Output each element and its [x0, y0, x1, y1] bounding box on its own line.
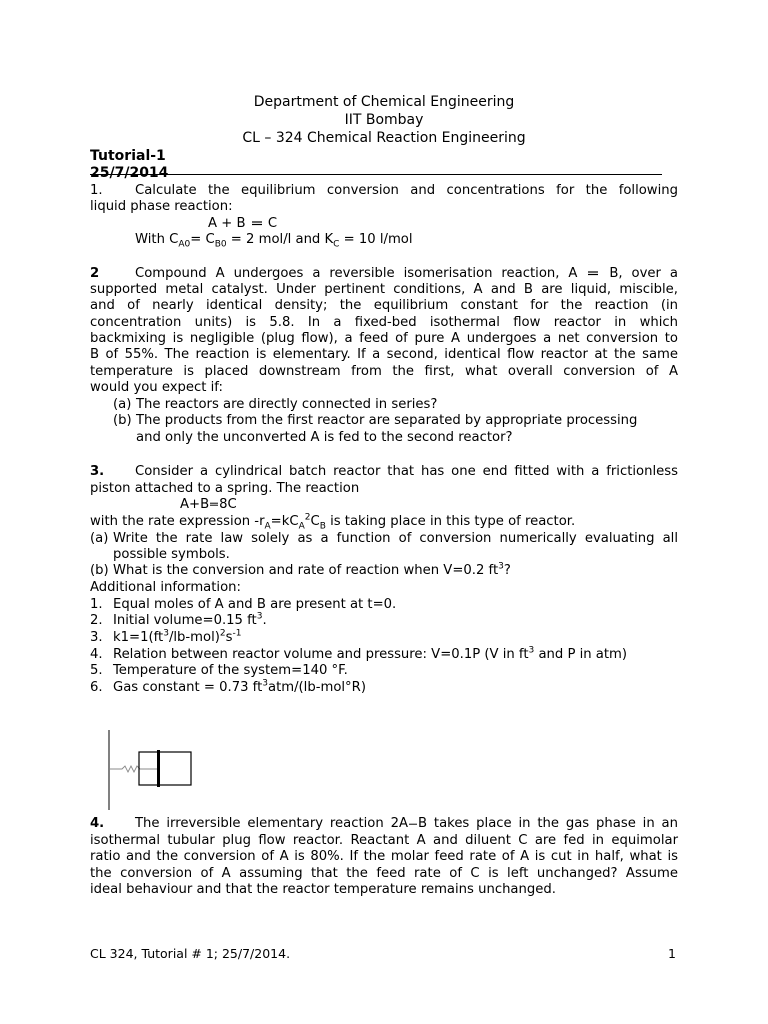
q3-additional-info-heading: Additional information:: [90, 580, 241, 595]
q4-line-1: 4. The irreversible elementary reaction 2A B takes place in the gas phase in an: [90, 816, 678, 831]
q3-info-item-1: 1. Equal moles of A and B are present at t=0.: [90, 597, 397, 612]
q3-rate-expression: with the rate expression $-r_A=kC_A^2C_B$ is taking place in this type of reactor.: [90, 512, 576, 532]
piston-head: [157, 750, 160, 787]
q2-line-7: temperature is placed downstream from the first, what overall conversion of A: [90, 364, 678, 379]
q3-part-a: (a) Write the rate law solely as a function of conversion numerically evaluating all: [90, 531, 678, 546]
q2-line-6: B of 55%. The reaction is elementary. If a second, identical flow reactor at the same: [90, 347, 678, 362]
q3-info-item-3: 3. $k1=1(ft^3/lb-mol)^2s^{-1}$: [90, 628, 242, 645]
course-heading: CL – 324 Chemical Reaction Engineering: [242, 130, 526, 146]
q4-line-5: ideal behaviour and that the reactor temperature remains unchanged.: [90, 882, 556, 897]
department-heading: Department of Chemical Engineering: [253, 94, 515, 110]
page-number: 1: [668, 946, 676, 961]
q3-reaction: A+B 8C: [180, 497, 237, 512]
equilibrium-arrow-icon: [252, 220, 262, 226]
q3-line-1: 3. Consider a cylindrical batch reactor that has one end fitted with a frictionless: [90, 464, 678, 479]
equilibrium-arrow-icon: [210, 501, 218, 507]
equilibrium-arrow-icon: [588, 270, 598, 276]
q2-part-b: (b) The products from the first reactor are separated by appropriate processing: [113, 413, 638, 428]
reaction-arrow-icon: [409, 820, 417, 826]
q3-part-b: (b) What is the conversion and rate of reaction when V=0.2 $ft^3$?: [90, 561, 511, 578]
q1-line-2: liquid phase reaction:: [90, 199, 233, 214]
q2-line-5: backmixing is negligible (plug flow), a feed of pure A undergoes a net conversion to: [90, 331, 678, 346]
q4-number: 4.: [90, 816, 105, 831]
q3-part-a-cont: possible symbols.: [113, 547, 230, 562]
q2-line-8: would you expect if:: [90, 380, 223, 395]
footer-text: CL 324, Tutorial # 1; 25/7/2014.: [90, 946, 291, 961]
q1-line-1: 1. Calculate the equilibrium conversion and concentrations for the following: [90, 183, 678, 198]
q2-part-b-cont: and only the unconverted A is fed to the second reactor?: [136, 430, 513, 445]
q2-line-3: and of nearly identical density; the equilibrium constant for the reaction (in: [90, 298, 678, 313]
q4-line-4: the conversion of A assuming that the feed rate of C is left unchanged? Assume: [90, 866, 678, 881]
q1-reaction: A + B C: [208, 216, 278, 231]
q3-number: 3.: [90, 464, 105, 479]
q3-info-item-2: 2. Initial volume=0.15 $ft^3$.: [90, 611, 267, 628]
q1-conditions: With $C_{A0}= C_{B0} = 2$ mol/l and $K_C = 10$ l/mol: [135, 232, 413, 250]
q3-line-2: piston attached to a spring. The reaction: [90, 481, 360, 496]
cylinder-body: [139, 752, 191, 785]
q4-line-3: ratio and the conversion of A is 80%. If the molar feed rate of A is cut in half, what is: [90, 849, 678, 864]
header-rule: [90, 174, 662, 175]
q2-number: 2: [90, 266, 100, 281]
tutorial-title: Tutorial-1: [90, 148, 166, 164]
piston-spring-diagram: [100, 726, 200, 814]
q3-info-item-5: 5. Temperature of the system=140 °F.: [90, 663, 348, 678]
q2-part-a: (a) The reactors are directly connected in series?: [113, 397, 438, 412]
spring-icon: [110, 766, 158, 772]
q2-line-2: supported metal catalyst. Under pertinent conditions, A and B are liquid, miscible,: [90, 282, 678, 297]
institute-heading: IIT Bombay: [344, 112, 424, 128]
q2-line-1: 2 Compound A undergoes a reversible isomerisation reaction, A B, over a: [90, 266, 678, 281]
tutorial-date: 25/7/2014: [90, 165, 169, 181]
q2-line-4: concentration units) is 5.8. In a fixed-bed isothermal flow reactor in which: [90, 315, 678, 330]
q3-info-item-4: 4. Relation between reactor volume and pressure: V=0.1P (V in $ft^3$ and P in atm): [90, 645, 628, 662]
q1-number: 1.: [90, 183, 103, 198]
q4-line-2: isothermal tubular plug flow reactor. Reactant A and diluent C are fed in equimolar: [90, 833, 678, 848]
q3-info-item-6: 6. Gas constant = 0.73 $ft^3atm/(lb-mol^\circ R)$: [90, 678, 366, 695]
